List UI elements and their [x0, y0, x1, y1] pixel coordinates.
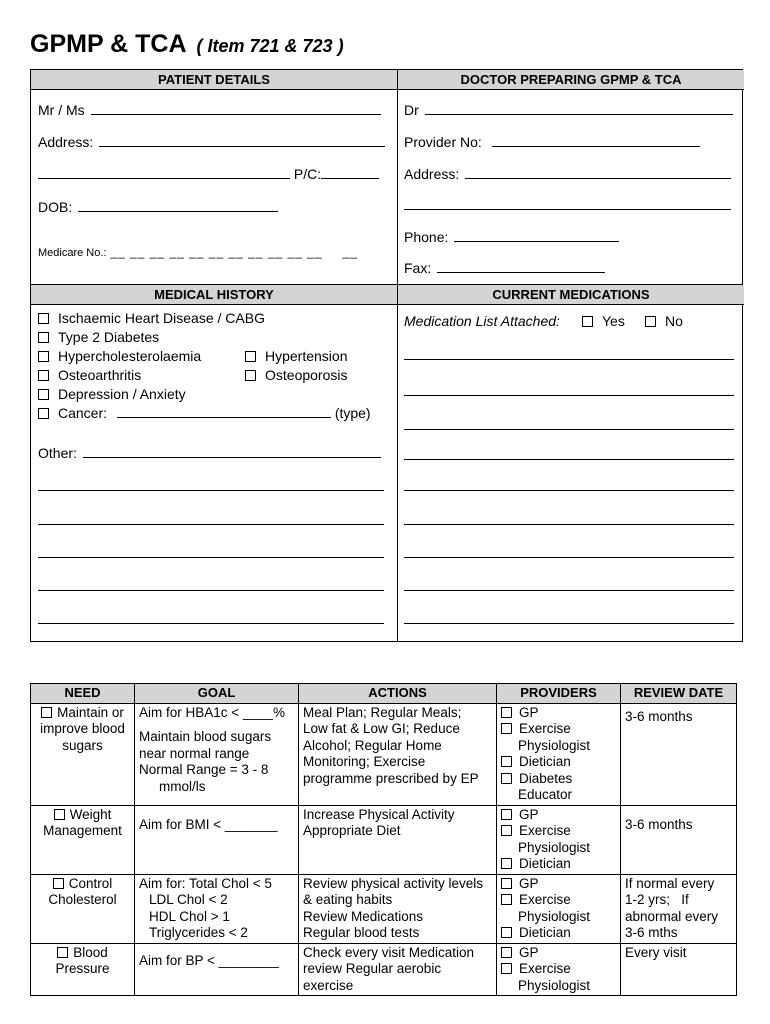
- doctor-name-field[interactable]: [404, 102, 733, 118]
- checkbox-icon[interactable]: [645, 316, 656, 327]
- goal-cell: Aim for BP < ________: [135, 943, 299, 996]
- checkbox-icon[interactable]: [54, 809, 65, 820]
- goal-cell: Aim for HBA1c < ____% Maintain blood sugars near normal range Normal Range = 3 - 8 mmol/ls: [135, 703, 299, 805]
- checkbox-icon[interactable]: [501, 809, 512, 820]
- need-cell[interactable]: Blood Pressure: [31, 943, 135, 996]
- medication-list-attached-label: Medication List Attached:: [404, 313, 560, 329]
- patient-address-field[interactable]: [38, 134, 385, 150]
- provider-option[interactable]: Exercise Physiologist: [501, 823, 616, 856]
- column-divider: [397, 70, 398, 641]
- patient-postcode-field[interactable]: [38, 166, 379, 182]
- dob-blank[interactable]: [78, 200, 278, 212]
- checkbox-icon[interactable]: [38, 313, 49, 324]
- other-blank[interactable]: [83, 446, 381, 458]
- medicare-digits[interactable]: __ __ __ __ __ __ __ __ __ __ __: [110, 245, 323, 259]
- column-header-goal: GOAL: [135, 684, 299, 704]
- fax-field[interactable]: [404, 260, 605, 276]
- checkbox-icon[interactable]: [38, 332, 49, 343]
- postcode-label: P/C:: [293, 166, 322, 182]
- checkbox-icon[interactable]: [501, 756, 512, 767]
- providers-cell: [497, 874, 621, 943]
- checkbox-icon[interactable]: [38, 351, 49, 362]
- review-cell: Every visit: [621, 943, 737, 996]
- actions-cell: Increase Physical Activity Appropriate Diet: [299, 805, 497, 874]
- review-cell: 3-6 months: [621, 805, 737, 874]
- checkbox-icon[interactable]: [501, 707, 512, 718]
- provider-number-label: Provider No:: [404, 134, 482, 150]
- column-header-actions: ACTIONS: [299, 684, 497, 704]
- providers-cell: [497, 943, 621, 996]
- actions-cell: Check every visit Medication review Regular aerobic exercise: [299, 943, 497, 996]
- provider-option[interactable]: GP: [501, 807, 616, 824]
- checkbox-icon[interactable]: [501, 963, 512, 974]
- patient-name-blank[interactable]: [91, 103, 381, 115]
- column-header-providers: PROVIDERS: [497, 684, 621, 704]
- provider-option[interactable]: Dietician: [501, 856, 616, 873]
- medication-blank-line[interactable]: [404, 429, 734, 430]
- provider-option[interactable]: Dietician: [501, 754, 616, 771]
- checkbox-icon[interactable]: [501, 878, 512, 889]
- title-text: GPMP & TCA: [30, 30, 187, 58]
- provider-option[interactable]: GP: [501, 945, 616, 962]
- medication-no-option[interactable]: No: [645, 313, 683, 329]
- need-cell[interactable]: Weight Management: [31, 805, 135, 874]
- patient-address-blank[interactable]: [99, 135, 385, 147]
- checkbox-icon[interactable]: [38, 408, 49, 419]
- medicare-ref-digit[interactable]: __: [342, 245, 358, 259]
- goal-cell: Aim for: Total Chol < 5 LDL Chol < 2 HDL Chol > 1 Triglycerides < 2: [135, 874, 299, 943]
- providers-cell: [497, 703, 621, 805]
- doctor-address-blank[interactable]: [465, 167, 731, 179]
- column-header-need: NEED: [31, 684, 135, 704]
- provider-option[interactable]: Exercise Physiologist: [501, 892, 616, 925]
- actions-cell: Review physical activity levels & eating habits Review Medications Regular blood tests: [299, 874, 497, 943]
- medication-blank-line[interactable]: [404, 490, 734, 491]
- cancer-type-label: (type): [334, 405, 371, 421]
- page-title: [30, 30, 344, 59]
- medication-blank-line[interactable]: [404, 623, 734, 624]
- medicare-field[interactable]: [38, 243, 358, 259]
- other-label: Other:: [38, 445, 77, 461]
- history-blank-line[interactable]: [38, 623, 384, 624]
- patient-name-field[interactable]: [38, 102, 381, 118]
- title-subtitle: ( Item 721 & 723 ): [196, 36, 344, 56]
- current-medications-header: CURRENT MEDICATIONS: [398, 285, 744, 305]
- checkbox-icon[interactable]: [245, 370, 256, 381]
- history-item-osteoarthritis[interactable]: Osteoarthritis: [38, 367, 141, 383]
- phone-label: Phone:: [404, 229, 449, 245]
- provider-number-blank[interactable]: [492, 135, 700, 147]
- medication-blank-line[interactable]: [404, 557, 734, 558]
- column-header-review-date: REVIEW DATE: [621, 684, 737, 704]
- patient-dob-field[interactable]: [38, 199, 278, 215]
- checkbox-icon[interactable]: [57, 947, 68, 958]
- need-cell[interactable]: Maintain or improve blood sugars: [31, 703, 135, 805]
- history-item-hypercholesterolaemia[interactable]: Hypercholesterolaemia: [38, 348, 201, 364]
- actions-cell: Meal Plan; Regular Meals; Low fat & Low GI; Reduce Alcohol; Regular Home Monitoring; Exercise programme prescribed by EP: [299, 703, 497, 805]
- medication-blank-line[interactable]: [404, 395, 734, 396]
- phone-field[interactable]: [404, 229, 619, 245]
- provider-option[interactable]: Dietician: [501, 925, 616, 942]
- medication-blank-line[interactable]: [404, 459, 734, 460]
- checkbox-icon[interactable]: [501, 723, 512, 734]
- need-cell[interactable]: Control Cholesterol: [31, 874, 135, 943]
- providers-cell: [497, 805, 621, 874]
- history-item-depression-anxiety[interactable]: Depression / Anxiety: [38, 386, 186, 402]
- doctor-address-field[interactable]: [404, 166, 731, 182]
- doctor-name-blank[interactable]: [425, 103, 733, 115]
- phone-blank[interactable]: [454, 230, 619, 242]
- table-row: [31, 943, 737, 996]
- checkbox-icon[interactable]: [501, 927, 512, 938]
- table-row: [31, 703, 737, 805]
- review-cell: If normal every 1-2 yrs; If abnormal every 3-6 mths: [621, 874, 737, 943]
- medication-yes-option[interactable]: Yes: [582, 313, 625, 329]
- history-blank-line[interactable]: [38, 524, 384, 525]
- patient-details-header: PATIENT DETAILS: [31, 70, 397, 90]
- medication-blank-line[interactable]: [404, 359, 734, 360]
- medicare-label: Medicare No.:: [38, 247, 107, 259]
- checkbox-icon[interactable]: [38, 370, 49, 381]
- doctor-address-label: Address:: [404, 166, 460, 182]
- medication-blank-line[interactable]: [404, 590, 734, 591]
- patient-name-label: Mr / Ms: [38, 102, 85, 118]
- medication-blank-line[interactable]: [404, 524, 734, 525]
- checkbox-icon[interactable]: [501, 947, 512, 958]
- history-blank-line[interactable]: [38, 557, 384, 558]
- postcode-blank[interactable]: [321, 167, 379, 179]
- table-row: [31, 805, 737, 874]
- table-header-row: [31, 684, 737, 704]
- details-form: [30, 69, 743, 642]
- doctor-header: DOCTOR PREPARING GPMP & TCA: [398, 70, 744, 90]
- goal-cell: Aim for BMI < _______: [135, 805, 299, 874]
- provider-option[interactable]: Exercise Physiologist: [501, 961, 616, 994]
- history-item-hypertension[interactable]: Hypertension: [245, 348, 348, 364]
- checkbox-icon[interactable]: [501, 825, 512, 836]
- checkbox-icon[interactable]: [245, 351, 256, 362]
- other-history-field[interactable]: [38, 445, 381, 461]
- dob-label: DOB:: [38, 199, 73, 215]
- doctor-address-line2-blank[interactable]: [404, 209, 731, 210]
- checkbox-icon[interactable]: [501, 858, 512, 869]
- provider-option[interactable]: GP: [501, 876, 616, 893]
- care-plan-table: [30, 683, 737, 996]
- provider-option[interactable]: Diabetes Educator: [501, 771, 616, 804]
- history-item-ischaemic-heart-disease[interactable]: Ischaemic Heart Disease / CABG: [38, 310, 265, 326]
- checkbox-icon[interactable]: [501, 773, 512, 784]
- history-item-osteoporosis[interactable]: Osteoporosis: [245, 367, 347, 383]
- history-blank-line[interactable]: [38, 490, 384, 491]
- fax-blank[interactable]: [437, 261, 605, 273]
- checkbox-icon[interactable]: [501, 894, 512, 905]
- patient-address-label: Address:: [38, 134, 94, 150]
- history-item-cancer[interactable]: Cancer: (type): [38, 405, 371, 421]
- history-item-type-2-diabetes[interactable]: Type 2 Diabetes: [38, 329, 159, 345]
- checkbox-icon[interactable]: [38, 389, 49, 400]
- table-row: [31, 874, 737, 943]
- medical-history-header: MEDICAL HISTORY: [31, 285, 397, 305]
- checkbox-icon[interactable]: [41, 707, 52, 718]
- patient-address-line2-blank[interactable]: [38, 167, 290, 179]
- doctor-name-label: Dr: [404, 102, 419, 118]
- provider-number-field[interactable]: [404, 134, 700, 150]
- cancer-type-blank[interactable]: [117, 406, 331, 418]
- review-cell: 3-6 months: [621, 703, 737, 805]
- checkbox-icon[interactable]: [582, 316, 593, 327]
- provider-option[interactable]: Exercise Physiologist: [501, 721, 616, 754]
- fax-label: Fax:: [404, 260, 432, 276]
- history-blank-line[interactable]: [38, 590, 384, 591]
- checkbox-icon[interactable]: [53, 878, 64, 889]
- provider-option[interactable]: GP: [501, 705, 616, 722]
